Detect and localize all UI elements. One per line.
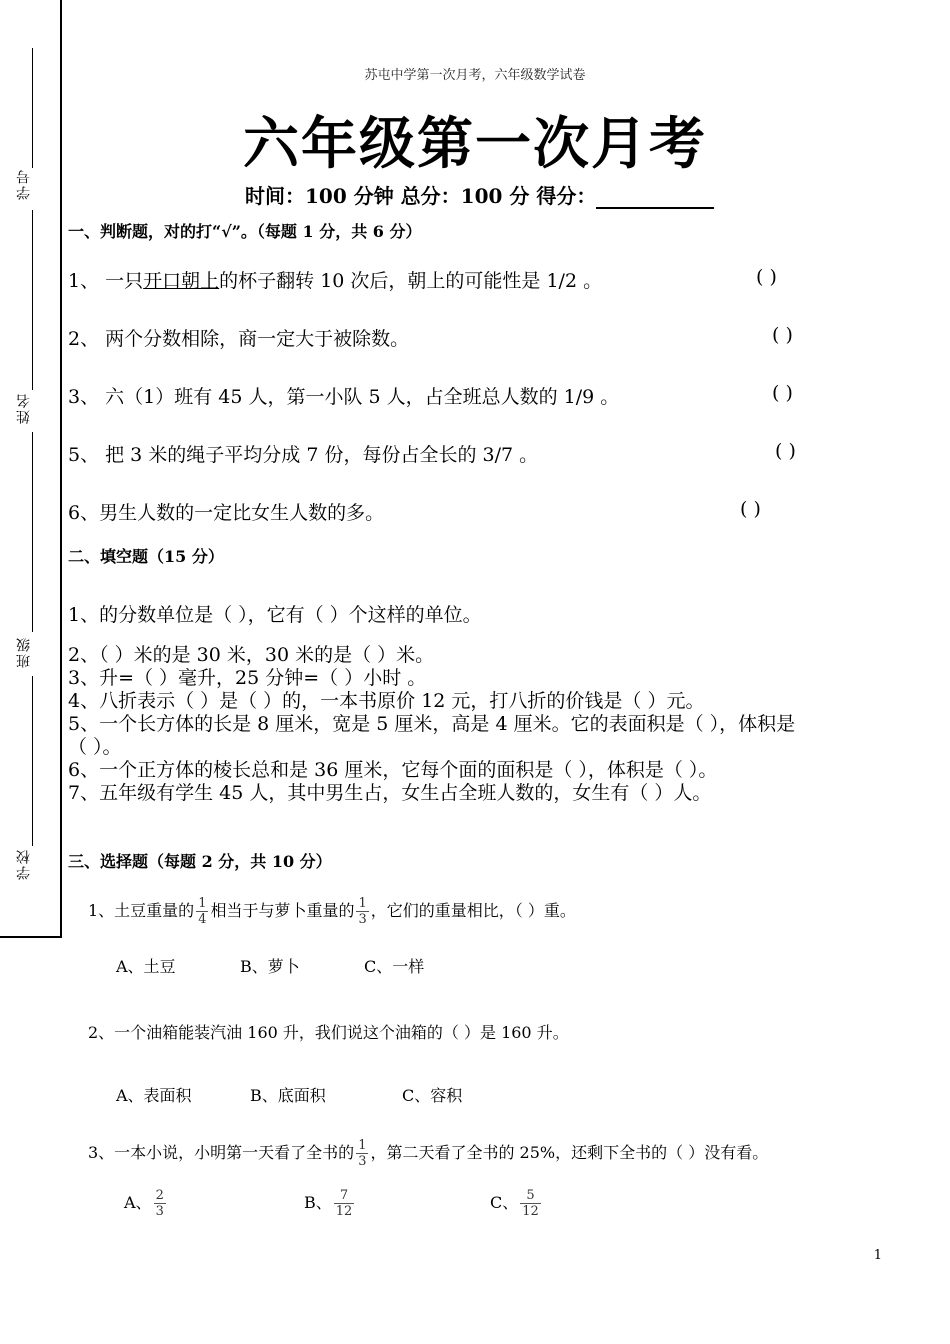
section1-heading: 一、判断题，对的打“√”。（每题 1 分，共 6 分） xyxy=(68,222,422,241)
name-line-top xyxy=(32,210,33,390)
cq1-post: ，它们的重量相比，（ ）重。 xyxy=(370,901,576,920)
fraction-denominator: 4 xyxy=(198,912,207,927)
tf-q1-underlined: 开口朝上 xyxy=(143,270,220,292)
fraction-denominator: 3 xyxy=(155,1204,164,1219)
student-id-label: 学号 xyxy=(16,168,32,200)
tf-question-6: 6、男生人数的一定比女生人数的多。 xyxy=(68,502,385,524)
fraction-numerator: 1 xyxy=(358,1138,367,1153)
tf-question-1 xyxy=(68,266,602,293)
fraction xyxy=(520,1188,541,1219)
header-note: 苏屯中学第一次月考，六年级数学试卷 xyxy=(364,68,586,83)
page-number: 1 xyxy=(873,1248,882,1263)
fraction-numerator: 1 xyxy=(358,896,367,911)
tf-question-3: 3、 六（1）班有 45 人，第一小队 5 人，占全班总人数的 1/9 。 xyxy=(68,386,620,408)
choice-question-2: 2、一个油箱能装汽油 160 升，我们说这个油箱的（ ）是 160 升。 xyxy=(88,1023,569,1042)
page-title: 六年级第一次月考 xyxy=(243,112,707,177)
cq1-pre: 1、土豆重量的 xyxy=(88,901,195,920)
tf-answer-3[interactable]: ( ) xyxy=(772,382,793,404)
cq3-post: ，第二天看了全书的 25%，还剩下全书的（ ）没有看。 xyxy=(370,1143,769,1162)
school-label: 学校 xyxy=(16,848,32,880)
fill-question-5-cont: （ ）。 xyxy=(68,736,122,758)
fill-question-1: 1、的分数单位是（ ），它有（ ）个这样的单位。 xyxy=(68,604,482,626)
cq3-option-b[interactable] xyxy=(304,1188,356,1219)
choice-question-1 xyxy=(88,896,576,927)
tf-q1-pre: 1、 一只 xyxy=(68,270,144,292)
score-blank[interactable] xyxy=(596,187,714,209)
tf-q1-post: 的杯子翻转 10 次后，朝上的可能性是 1/2 。 xyxy=(219,270,603,292)
class-line-top xyxy=(32,432,33,632)
tf-answer-5[interactable]: ( ) xyxy=(775,440,796,462)
cq3-option-c[interactable] xyxy=(490,1188,543,1219)
fraction xyxy=(334,1188,355,1219)
exam-meta xyxy=(245,180,714,209)
fraction xyxy=(196,896,208,927)
cq3-option-a[interactable] xyxy=(124,1188,168,1219)
section3-heading: 三、选择题（每题 2 分，共 10 分） xyxy=(68,852,332,871)
option-label: A、 xyxy=(124,1193,152,1212)
exam-meta-text: 时间：100 分钟 总分：100 分 得分： xyxy=(245,184,597,208)
fraction-denominator: 3 xyxy=(358,912,367,927)
cq1-option-c[interactable]: C、一样 xyxy=(364,957,425,976)
fraction-numerator: 5 xyxy=(526,1188,535,1203)
fraction-numerator: 1 xyxy=(198,896,207,911)
fraction xyxy=(356,1138,368,1169)
class-label: 班级 xyxy=(16,636,32,668)
fraction-numerator: 7 xyxy=(339,1188,349,1203)
name-label: 姓名 xyxy=(16,392,32,424)
cq1-option-b[interactable]: B、萝卜 xyxy=(240,957,300,976)
tf-question-5: 5、 把 3 米的绳子平均分成 7 份，每份占全长的 3/7 。 xyxy=(68,444,539,466)
option-label: B、 xyxy=(304,1193,332,1212)
fill-question-5: 5、一个长方体的长是 8 厘米，宽是 5 厘米，高是 4 厘米。它的表面积是（ ），体积是 xyxy=(68,713,796,735)
fraction xyxy=(154,1188,166,1219)
fraction-denominator: 3 xyxy=(358,1154,367,1169)
cq2-option-a[interactable]: A、表面积 xyxy=(116,1086,192,1105)
option-label: C、 xyxy=(490,1193,519,1212)
fraction xyxy=(356,896,368,927)
choice-question-3 xyxy=(88,1138,768,1169)
fill-question-2: 2、（ ）米的是 30 米，30 米的是（ ）米。 xyxy=(68,644,435,666)
section2-heading: 二、填空题（15 分） xyxy=(68,547,224,566)
cq1-option-a[interactable]: A、土豆 xyxy=(116,957,176,976)
cq2-option-c[interactable]: C、容积 xyxy=(402,1086,463,1105)
cq3-pre: 3、一本小说，小明第一天看了全书的 xyxy=(88,1143,355,1162)
fill-question-7: 7、五年级有学生 45 人，其中男生占，女生占全班人数的，女生有（ ）人。 xyxy=(68,782,712,804)
fraction-numerator: 2 xyxy=(155,1188,164,1203)
school-line-top xyxy=(32,676,33,846)
fraction-denominator: 12 xyxy=(335,1204,353,1219)
fill-question-4: 4、八折表示（ ）是（ ）的，一本书原价 12 元，打八折的价钱是（ ）元。 xyxy=(68,690,705,712)
cq1-mid: 相当于与萝卜重量的 xyxy=(210,901,355,920)
fill-question-6: 6、一个正方体的棱长总和是 36 厘米，它每个面的面积是（ ），体积是（ ）。 xyxy=(68,759,718,781)
tf-answer-1[interactable]: ( ) xyxy=(756,266,777,288)
cq2-option-b[interactable]: B、底面积 xyxy=(250,1086,326,1105)
tf-answer-6[interactable]: ( ) xyxy=(740,498,761,520)
tf-question-2: 2、 两个分数相除，商一定大于被除数。 xyxy=(68,328,410,350)
fraction-denominator: 12 xyxy=(522,1204,539,1219)
fill-question-3: 3、升=（ ）毫升，25 分钟=（ ）小时 。 xyxy=(68,667,427,689)
tf-answer-2[interactable]: ( ) xyxy=(772,324,793,346)
